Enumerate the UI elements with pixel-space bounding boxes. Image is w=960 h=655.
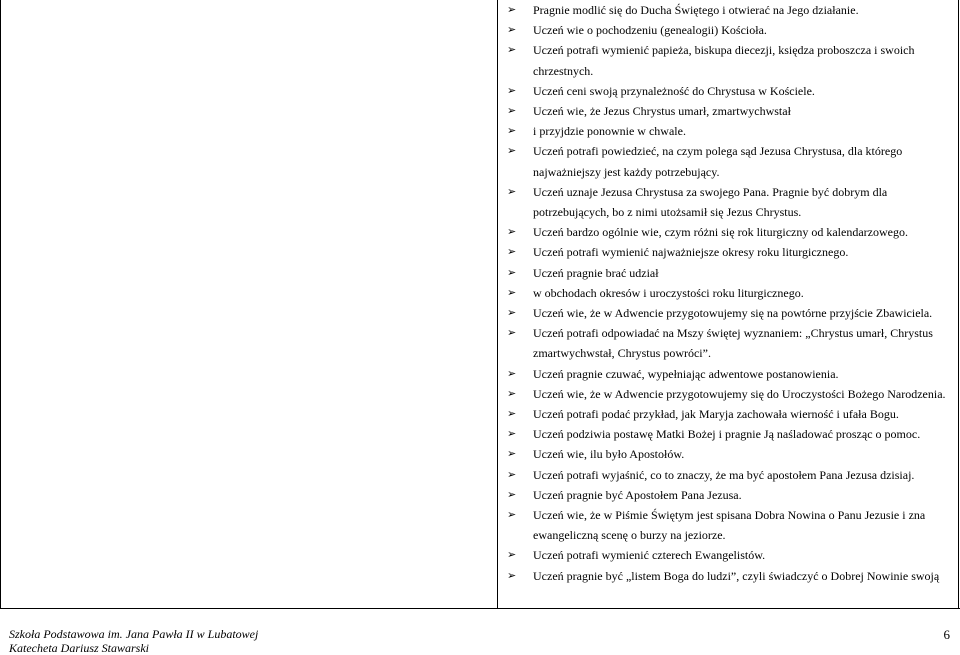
arrow-bullet-icon: ➢ (507, 43, 517, 57)
list-item (505, 545, 953, 565)
list-item (505, 0, 953, 20)
arrow-bullet-icon: ➢ (507, 265, 517, 279)
list-item-line: ewangeliczną scenę o burzy na jeziorze. (533, 528, 726, 543)
list-item-line: chrzestnych. (533, 63, 594, 78)
list-item-line: Uczeń pragnie być „listem Boga do ludzi”, czyli świadczyć o Dobrej Nowinie swoją (533, 568, 940, 583)
list-item-line: Uczeń potrafi wymienić papieża, biskupa diecezji, księdza proboszcza i swoich (533, 43, 915, 58)
arrow-bullet-icon: ➢ (507, 386, 517, 400)
list-item-line: najważniejszy jest każdy potrzebujący. (533, 164, 720, 179)
list-item (505, 242, 953, 262)
arrow-bullet-icon: ➢ (507, 285, 517, 299)
list-item (505, 121, 953, 141)
list-item-line: Uczeń wie, że w Adwencie przygotowujemy się do Uroczystości Bożego Narodzenia. (533, 386, 946, 401)
list-item-line: Uczeń pragnie być Apostołem Pana Jezusa. (533, 487, 742, 502)
arrow-bullet-icon: ➢ (507, 225, 517, 239)
list-item (505, 424, 953, 444)
list-item-line: Uczeń potrafi wymienić czterech Ewangelistów. (533, 548, 766, 563)
list-item-line: Uczeń wie, że w Piśmie Świętym jest spisana Dobra Nowina o Panu Jezusie i zna (533, 508, 926, 523)
arrow-bullet-icon: ➢ (507, 548, 517, 562)
arrow-bullet-icon: ➢ (507, 407, 517, 421)
list-item-line: Uczeń potrafi odpowiadać na Mszy świętej wyznaniem: „Chrystus umarł, Chrystus (533, 326, 933, 341)
page-number: 6 (943, 627, 950, 642)
list-item-line: Uczeń potrafi podać przykład, jak Maryja zachowała wierność i ufała Bogu. (533, 407, 899, 422)
list-item-line: Uczeń wie, że Jezus Chrystus umarł, zmartwychwstał (533, 104, 791, 119)
list-item-line: zmartwychwstał, Chrystus powróci”. (533, 346, 711, 361)
list-item (505, 263, 953, 283)
arrow-bullet-icon: ➢ (507, 568, 517, 582)
list-item (505, 40, 953, 80)
list-item-line: Uczeń wie, że w Adwencie przygotowujemy się na powtórne przyjście Zbawiciela. (533, 306, 933, 321)
list-item-line: Uczeń bardzo ogólnie wie, czym różni się rok liturgiczny od kalendarzowego. (533, 225, 908, 240)
list-item-line: Uczeń pragnie czuwać, wypełniając adwentowe postanowienia. (533, 366, 839, 381)
list-item-line: w obchodach okresów i uroczystości roku liturgicznego. (533, 285, 804, 300)
requirements-list (505, 0, 953, 586)
list-item (505, 444, 953, 464)
list-item-line: Uczeń potrafi powiedzieć, na czym polega sąd Jezusa Chrystusa, dla którego (533, 144, 903, 159)
list-item-line: Pragnie modlić się do Ducha Świętego i otwierać na Jego działanie. (533, 3, 859, 17)
arrow-bullet-icon: ➢ (507, 124, 517, 138)
arrow-bullet-icon: ➢ (507, 245, 517, 259)
list-item (505, 465, 953, 485)
list-item-line: i przyjdzie ponownie w chwale. (533, 124, 686, 139)
footer-catechist: Katecheta Dariusz Stawarski (9, 641, 149, 655)
table-border-left (0, 0, 1, 609)
arrow-bullet-icon: ➢ (507, 366, 517, 380)
arrow-bullet-icon: ➢ (507, 144, 517, 158)
list-item-line: Uczeń pragnie brać udział (533, 265, 659, 280)
table-border-right (958, 0, 959, 609)
list-item (505, 566, 953, 586)
footer-school: Szkoła Podstawowa im. Jana Pawła II w Lubatowej (9, 627, 259, 641)
table-column-divider (497, 0, 498, 609)
list-item (505, 20, 953, 40)
list-item-line: Uczeń wie o pochodzeniu (genealogii) Kościoła. (533, 23, 767, 38)
arrow-bullet-icon: ➢ (507, 487, 517, 501)
arrow-bullet-icon: ➢ (507, 306, 517, 320)
list-item (505, 485, 953, 505)
list-item (505, 323, 953, 363)
list-item (505, 505, 953, 545)
list-item (505, 404, 953, 424)
table-border-bottom (0, 608, 960, 609)
list-item (505, 141, 953, 181)
arrow-bullet-icon: ➢ (507, 3, 517, 16)
list-item-line: Uczeń ceni swoją przynależność do Chrystusa w Kościele. (533, 83, 815, 98)
list-item (505, 384, 953, 404)
list-item-line: Uczeń potrafi wyjaśnić, co to znaczy, że ma być apostołem Pana Jezusa dzisiaj. (533, 467, 915, 482)
list-item-line: Uczeń podziwia postawę Matki Bożej i pragnie Ją naśladować prosząc o pomoc. (533, 427, 921, 442)
list-item (505, 222, 953, 242)
list-item-line: potrzebujących, bo z nimi utożsamił się Jezus Chrystus. (533, 205, 802, 220)
arrow-bullet-icon: ➢ (507, 508, 517, 522)
list-item-line: Uczeń wie, ilu było Apostołów. (533, 447, 685, 462)
arrow-bullet-icon: ➢ (507, 23, 517, 37)
list-item (505, 101, 953, 121)
arrow-bullet-icon: ➢ (507, 427, 517, 441)
arrow-bullet-icon: ➢ (507, 184, 517, 198)
footer-credits (9, 627, 258, 655)
list-item (505, 81, 953, 101)
list-item (505, 303, 953, 323)
list-item-line: Uczeń uznaje Jezusa Chrystusa za swojego Pana. Pragnie być dobrym dla (533, 184, 888, 199)
arrow-bullet-icon: ➢ (507, 467, 517, 481)
list-item-line: Uczeń potrafi wymienić najważniejsze okresy roku liturgicznego. (533, 245, 849, 260)
list-item (505, 182, 953, 222)
arrow-bullet-icon: ➢ (507, 326, 517, 340)
list-item (505, 364, 953, 384)
arrow-bullet-icon: ➢ (507, 83, 517, 97)
list-item (505, 283, 953, 303)
arrow-bullet-icon: ➢ (507, 447, 517, 461)
arrow-bullet-icon: ➢ (507, 104, 517, 118)
